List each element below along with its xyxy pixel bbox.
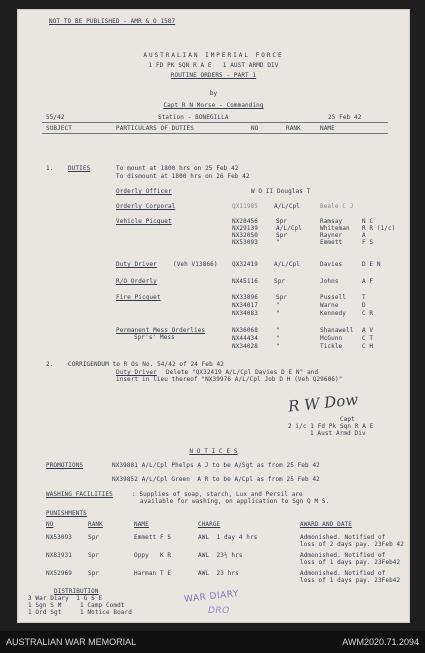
pun-col-rank: RANK bbox=[88, 521, 103, 528]
roster-initials: A bbox=[362, 232, 366, 239]
roster-name: Pussell bbox=[320, 294, 346, 301]
roster-initials: A F bbox=[362, 278, 374, 285]
roster-name: Warne bbox=[320, 302, 339, 309]
col-rank: RANK bbox=[286, 125, 301, 132]
notices-title: N O T I C E S bbox=[189, 448, 238, 455]
fire-picquet-label: Fire Picquet bbox=[116, 294, 161, 301]
roster-no: QX11985 bbox=[232, 203, 258, 210]
signatory-line: 2 i/c 1 Fd Pk Sqn R A E bbox=[288, 423, 374, 430]
roster-no: NX44434 bbox=[232, 335, 258, 342]
corrigendum-text: Delete "QX32419 A/L/Cpl Davies D E N" and bbox=[166, 369, 319, 376]
promotions-label: PROMOTIONS bbox=[46, 462, 84, 469]
pun-col-name: NAME bbox=[134, 521, 149, 528]
order-date: 25 Feb 42 bbox=[328, 114, 362, 121]
document-title: ROUTINE ORDERS - PART 1 bbox=[170, 72, 257, 79]
vehicle-picquet-label: Vehicle Picquet bbox=[116, 218, 172, 225]
roster-rank: Spr bbox=[274, 278, 286, 285]
pun-name: Oppy K R bbox=[134, 552, 172, 559]
roster-initials: C T bbox=[362, 335, 374, 342]
pun-col-award: AWARD AND DATE bbox=[300, 521, 352, 528]
roster-no: NX36068 bbox=[232, 327, 258, 334]
promotion-line: NX39852 A/L/Cpl Green A R to be A/Cpl as from 25 Feb 42 bbox=[112, 476, 320, 483]
pun-award: loss of 1 days pay. 23Feb42 bbox=[300, 559, 401, 566]
duty-driver-label: Duty Driver bbox=[116, 261, 157, 268]
handwritten-signature: R W Dow bbox=[287, 390, 359, 416]
pun-rank: Spr bbox=[88, 552, 100, 559]
roster-no: NX29139 bbox=[232, 225, 258, 232]
roster-name: Tickle bbox=[320, 343, 343, 350]
classification-note: NOT TO BE PUBLISHED - AMR & O 1587 bbox=[49, 18, 176, 25]
footer-credit: AUSTRALIAN WAR MEMORIAL bbox=[6, 637, 137, 647]
roster-initials: C R bbox=[362, 310, 374, 317]
roster-initials: T bbox=[362, 294, 366, 301]
ro-orderly-label: R/O Orderly bbox=[116, 278, 157, 285]
pun-charge: AWL 23 hrs bbox=[198, 570, 239, 577]
roster-rank: A/L/Cpl bbox=[276, 225, 302, 232]
col-particulars: PARTICULARS OF DUTIES bbox=[116, 125, 194, 132]
col-no: NO bbox=[251, 125, 259, 132]
roster-name: Emmett bbox=[320, 239, 343, 246]
pun-charge: AWL 23½ hrs bbox=[198, 552, 243, 559]
roster-name: Kennedy bbox=[320, 310, 346, 317]
document-page bbox=[18, 10, 409, 622]
roster-rank: A/L/Cpl bbox=[274, 261, 300, 268]
roster-name: Whiteman bbox=[320, 225, 350, 232]
roster-name: Rayner bbox=[320, 232, 343, 239]
duties-line: To dismount at 1800 hrs on 26 Feb 42 bbox=[116, 173, 250, 180]
roster-rank: " bbox=[276, 239, 280, 246]
orderly-officer-label: Orderly Officer bbox=[116, 188, 172, 195]
distribution-line: 1 Sgn S M 1 Camp Comdt bbox=[28, 602, 125, 609]
distribution-line: 3 War Diary 1 G S E bbox=[28, 595, 103, 602]
roster-name: Ramsay bbox=[320, 218, 343, 225]
roster-initials: A V bbox=[362, 327, 374, 334]
corrigendum-heading: CORRIGENDUM to R Os No. 54/42 of 24 Feb 42 bbox=[68, 361, 224, 368]
roster-rank: A/L/Cpl bbox=[274, 203, 300, 210]
roster-name: McGunn bbox=[320, 335, 343, 342]
by-line: by bbox=[209, 90, 218, 97]
distribution-line: 1 Ord Sgt 1 Notice Board bbox=[28, 609, 132, 616]
pun-award: Admonished. Notified of bbox=[300, 534, 386, 541]
roster-name: Beale C J bbox=[320, 203, 354, 210]
pun-award: loss of 1 days pay. 23Feb42 bbox=[300, 577, 401, 584]
roster-name: Shanawell bbox=[320, 327, 354, 334]
stamp-initials: DRO bbox=[208, 606, 230, 616]
roster-initials: R R (1/c) bbox=[362, 225, 396, 232]
roster-rank: " bbox=[276, 302, 280, 309]
pun-award: Admonished. Notified of bbox=[300, 570, 386, 577]
col-name: NAME bbox=[320, 125, 335, 132]
pun-award: Admonished. Notified of bbox=[300, 552, 386, 559]
order-number: 55/42 bbox=[46, 114, 65, 121]
promotion-line: NX39881 A/L/Cpl Phelps A J to be A/Sgt as from 25 Feb 42 bbox=[112, 462, 320, 469]
roster-rank: Spr bbox=[276, 218, 288, 225]
roster-no: NX34017 bbox=[232, 302, 258, 309]
duties-line: To mount at 1800 hrs on 25 Feb 42 bbox=[116, 165, 239, 172]
roster-rank: Spr bbox=[276, 294, 288, 301]
mess-sub-label: Spr's' Mess bbox=[134, 334, 175, 341]
footer-bar bbox=[0, 631, 425, 653]
roster-no: QX32419 bbox=[232, 261, 258, 268]
orderly-corporal-label: Orderly Corporal bbox=[116, 203, 176, 210]
punishments-title: PUNISHMENTS bbox=[46, 510, 87, 517]
pun-no: NX52969 bbox=[46, 570, 72, 577]
pun-rank: Spr bbox=[88, 534, 100, 541]
roster-rank: " bbox=[276, 343, 280, 350]
divider bbox=[42, 133, 388, 134]
signatory-line: 1 Aust Armd Div bbox=[310, 430, 366, 437]
roster-no: NX53093 bbox=[232, 239, 258, 246]
war-diary-stamp: WAR DIARY bbox=[183, 589, 240, 605]
station: Station - BONEGILLA bbox=[158, 114, 229, 121]
signatory-rank: Capt bbox=[340, 416, 355, 423]
item-number: 2. bbox=[46, 361, 54, 368]
roster-no: NX45116 bbox=[232, 278, 258, 285]
roster-name: Johns bbox=[320, 278, 339, 285]
washing-text: available for washing, on application to Sgn Q M S. bbox=[140, 498, 330, 505]
roster-rank: Spr bbox=[276, 232, 288, 239]
roster-rank: " bbox=[276, 327, 280, 334]
org-title: AUSTRALIAN IMPERIAL FORCE bbox=[143, 52, 284, 59]
pun-charge: AWL 1 day 4 hrs bbox=[198, 534, 258, 541]
corrigendum-text: insert in lieu thereof "NX39976 A/L/Cpl Job D H (Veh Q29606)" bbox=[116, 376, 343, 383]
roster-no: NX28456 bbox=[232, 218, 258, 225]
roster-initials: F S bbox=[362, 239, 374, 246]
roster-name: Davies bbox=[320, 261, 343, 268]
washing-label: WASHING FACILITIES bbox=[46, 491, 113, 498]
item-number: 1. bbox=[46, 165, 54, 172]
pun-col-charge: CHARGE bbox=[198, 521, 221, 528]
roster-rank: " bbox=[276, 310, 280, 317]
footer-accession: AWM2020.71.2094 bbox=[342, 637, 419, 647]
roster-initials: N C bbox=[362, 218, 374, 225]
roster-no: NX32050 bbox=[232, 232, 258, 239]
roster-no: NX34028 bbox=[232, 343, 258, 350]
divider bbox=[42, 122, 388, 123]
orderly-officer-entry: W O II Douglas T bbox=[251, 188, 311, 195]
pun-name: Emmett F S bbox=[134, 534, 172, 541]
roster-rank: " bbox=[276, 335, 280, 342]
washing-text: : Supplies of soap, starch, Lux and Persil are bbox=[132, 491, 303, 498]
unit-title: 1 FD PK SQN R A E 1 AUST ARMD DIV bbox=[148, 62, 279, 69]
duties-label: DUTIES bbox=[68, 165, 91, 172]
mess-orderlies-label: Permanent Mess Orderlies bbox=[116, 327, 206, 334]
distribution-title: DISTRIBUTION bbox=[54, 588, 99, 595]
vehicle-number: (Veh V13866) bbox=[173, 261, 218, 268]
pun-name: Harman T E bbox=[134, 570, 172, 577]
pun-award: loss of 2 days pay. 23Feb 42 bbox=[300, 541, 404, 548]
pun-no: NX53093 bbox=[46, 534, 72, 541]
pun-col-no: NO bbox=[46, 521, 54, 528]
col-subject: SUBJECT bbox=[46, 125, 72, 132]
roster-initials: D E N bbox=[362, 261, 381, 268]
pun-no: NX83931 bbox=[46, 552, 72, 559]
roster-no: NX33896 bbox=[232, 294, 258, 301]
roster-no: NX34083 bbox=[232, 310, 258, 317]
corrigendum-label: Duty Driver bbox=[116, 369, 157, 376]
roster-initials: C H bbox=[362, 343, 374, 350]
commander-line: Capt R N Morse - Commanding bbox=[163, 102, 264, 109]
roster-initials: D bbox=[362, 302, 366, 309]
pun-rank: Spr bbox=[88, 570, 100, 577]
